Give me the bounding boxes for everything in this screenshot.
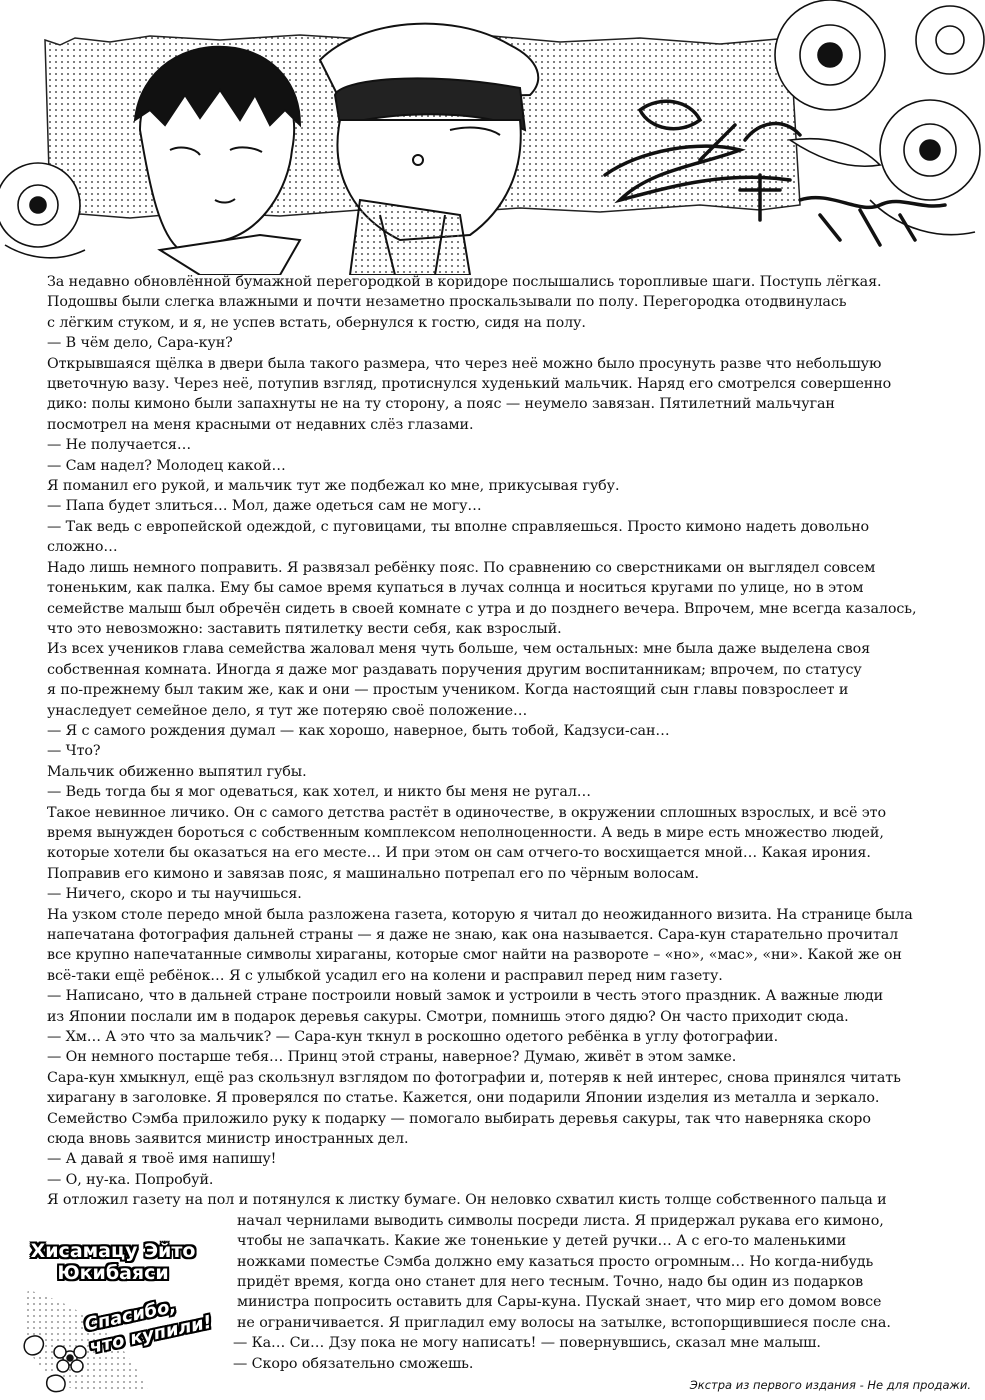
text-line: — Хм… А это что за мальчик? — Сара-кун ткнул в роскошно одетого ребёнка в углу фотографии. [47,1029,779,1046]
text-line: — В чём дело, Сара-кун? [47,335,233,352]
text-line: — Ка… Си… Дзу пока не могу написать! — повернувшись, сказал мне малыш. [233,1335,821,1352]
boy-right-figure [320,24,538,275]
text-line: — Ничего, скоро и ты научишься. [47,886,302,903]
text-line: дико: полы кимоно были запахнуты не на ту сторону, а пояс — неумело завязан. Пятилетний мальчуган [47,396,835,413]
text-line: семействе малыш был обречён сидеть в своей комнате с утра и до позднего вечера. Впрочем, мне всегда казалось, [47,600,917,617]
text-line: — Папа будет злиться… Мол, даже одеться сам не могу… [47,498,482,515]
story-text [47,272,952,1374]
text-line: Такое невинное личико. Он с самого детства растёт в одиночестве, в окружении сплошных взрослых, и всё это [47,804,886,821]
text-line: Поправив его кимоно и завязав пояс, я машинально потрепал его по чёрным волосам. [47,865,699,882]
text-line: ножками поместье Сэмба должно ему казаться просто огромным… Но когда-нибудь [237,1253,874,1270]
leaf-icon [47,1375,65,1392]
text-line: — Не получается… [47,437,192,454]
text-line: с лёгким стуком, и я, не успев встать, обернулся к гостю, сидя на полу. [47,314,586,331]
text-line: — Ведь тогда бы я мог одеваться, как хотел, и никто бы меня не ругал… [47,784,592,801]
text-line: Мальчик обиженно выпятил губы. [47,763,307,780]
credits-thanks: Спасибо, что купили! [82,1295,214,1359]
text-line: сюда вновь заявится министр иностранных дел. [47,1131,409,1148]
text-line: Семейство Сэмба приложило руку к подарку — помогало выбирать деревья сакуры, так что наверняка скоро [47,1110,871,1127]
text-line: все крупно напечатанные символы хираганы, которые смог найти на развороте – «но», «мас», «ни». Какой же он [47,947,902,964]
text-line: хирагану в заголовке. Я проверялся по статье. Кажется, они подарили Японии изделия из металла и зеркало. [47,1090,880,1107]
text-line: собственная комната. Иногда я даже мог раздавать поручения другим воспитанникам; впрочем, по статусу [47,661,862,678]
text-line: которые хотели бы оказаться на его месте… И при этом он сам отчего-то восхищается мной… Какая ирония. [47,845,871,862]
text-line: Я поманил его рукой, и мальчик тут же подбежал ко мне, прикусывая губу. [47,478,620,495]
text-line: время вынужден бороться с собственным комплексом неполноценности. А ведь в мире есть множество людей, [47,824,884,841]
text-line: За недавно обновлённой бумажной перегородкой в коридоре послышались торопливые шаги. Поступь лёгкая. [47,274,882,290]
text-line: — Так ведь с европейской одеждой, с пуговицами, ты вполне справляешься. Просто кимоно надеть довольно [47,518,870,535]
text-line: из Японии послали им в подарок деревья сакуры. Смотри, помнишь этого дядю? Он часто приходит сюда. [47,1008,849,1025]
footer-note: Экстра из первого издания - Не для продажи. [689,1378,971,1392]
manga-illustration [0,0,985,275]
text-line: что это невозможно: заставить пятилетку вести себя, как взрослый. [47,620,562,637]
text-line: — Скоро обязательно сможешь. [233,1355,474,1372]
credits-author: Хисамацу Эйто Юкибаяси [30,1240,196,1284]
text-line: Подошвы были слегка влажными и почти незаметно проскальзывали по полу. Перегородка отодвинулась [47,294,847,311]
boy-left-figure [135,47,300,275]
header-illustration [0,0,985,275]
text-line: На узком столе передо мной была разложена газета, которую я читал до неожиданного визита. На странице была [47,906,913,923]
text-line: — А давай я твоё имя напишу! [47,1151,277,1168]
text-line: чтобы не запачкать. Какие же тоненькие у детей ручки… А с его-то маленькими [237,1233,847,1250]
leaf-icon [24,1336,43,1355]
text-line: всё-таки ещё ребёнок… Я с улыбкой усадил его на колени и расправил перед ним газету. [47,967,723,984]
text-line: — Что? [47,743,101,760]
text-line: министра попросить оставить для Сары-куна. Пускай знает, что мир его домом вовсе [237,1294,882,1311]
text-line: я по-прежнему был таким же, как и они — простым учеником. Когда настоящий сын главы повзрослеет и [47,682,849,699]
text-line: цветочную вазу. Через неё, потупив взгляд, протиснулся худенький мальчик. Наряд его смотрелся совершенно [47,376,892,393]
text-line: Сара-кун хмыкнул, ещё раз скользнул взглядом по фотографии и, потеряв к ней интерес, снова принялся читать [47,1069,901,1086]
text-line: — О, ну-ка. Попробуй. [47,1171,214,1188]
text-line: тоненьким, как палка. Ему бы самое время купаться в лучах солнца и носиться кругами по улице, но в этом [47,580,864,597]
text-line: Открывшаяся щёлка в двери была такого размера, что через неё можно было просунуть разве что небольшую [47,355,882,372]
text-line: Я отложил газету на пол и потянулся к листку бумаге. Он неловко схватил кисть толще собственного пальца и [47,1192,887,1209]
text-line: — Я с самого рождения думал — как хорошо, наверное, быть тобой, Кадзуси-сан… [47,722,670,739]
text-line: напечатана фотография дальней страны — я даже не знаю, как она называется. Сара-кун старательно прочитал [47,927,899,943]
text-line: посмотрел на меня красными от недавних слёз глазами. [47,416,474,433]
credits-box [8,1230,213,1395]
text-line: придёт время, когда оно станет для него тесным. Точно, надо бы один из подарков [237,1273,864,1290]
text-line: унаследует семейное дело, я тут же потеряю своё положение… [47,702,528,719]
text-line: сложно… [47,539,118,556]
text-line: не ограничивается. Я пригладил ему волосы на затылке, встопорщившиеся после сна. [237,1314,891,1331]
text-line: — Сам надел? Молодец какой… [47,457,286,474]
text-line: начал чернилами выводить символы посреди листа. Я придержал рукава его кимоно, [237,1212,884,1229]
text-line: — Он немного постарше тебя… Принц этой страны, наверное? Думаю, живёт в этом замке. [47,1049,737,1066]
text-line: — Написано, что в дальней стране построили новый замок и устроили в честь этого праздник. А важные люди [47,988,884,1005]
text-line: Из всех учеников глава семейства жаловал меня чуть больше, чем остальных: мне была даже выделена своя [47,641,871,658]
text-line: Надо лишь немного поправить. Я развязал ребёнку пояс. По сравнению со сверстниками он выглядел совсем [47,559,876,576]
